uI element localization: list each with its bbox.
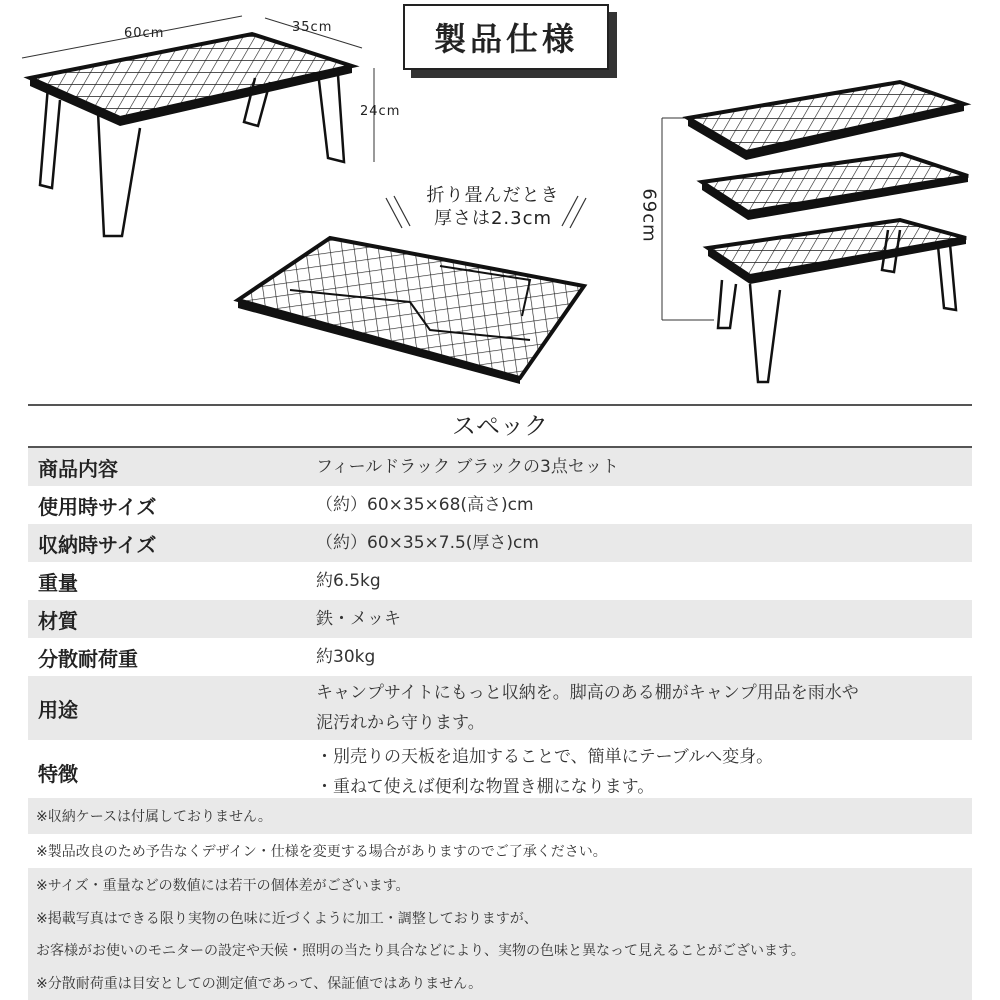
- fold-note-line-2: 厚さは2.3cm: [433, 208, 553, 229]
- spec-row-contents: [28, 448, 972, 486]
- note-item: お客様がお使いのモニターの設定や天候・照明の当たり具合などにより、実物の色味と異なって見えることがございます。: [28, 934, 972, 966]
- spec-value: 約6.5kg: [316, 571, 381, 591]
- spec-value: 約30kg: [316, 647, 376, 667]
- spec-value: 鉄・メッキ: [316, 609, 401, 629]
- spec-label: 材質: [38, 608, 78, 633]
- spec-row-weight: [28, 562, 972, 600]
- dim-depth: 35cm: [292, 20, 333, 35]
- spec-value: （約）60×35×68(高さ)cm: [316, 495, 534, 515]
- note-item: ※サイズ・重量などの数値には若干の個体差がございます。: [28, 868, 972, 902]
- spec-value: ・別売りの天板を追加することで、簡単にテーブルへ変身。 ・重ねて使えば便利な物置き棚になります。: [316, 747, 774, 797]
- spec-label: 分散耐荷重: [38, 646, 138, 671]
- spec-row-purpose: [28, 676, 972, 740]
- dim-stack-height: 69cm: [638, 188, 660, 243]
- spec-row-storage-size: [28, 524, 972, 562]
- rack-stacked-illustration: [650, 70, 980, 390]
- spec-label: 商品内容: [38, 456, 118, 481]
- spec-label: 収納時サイズ: [38, 532, 157, 557]
- spec-label: 使用時サイズ: [38, 494, 157, 519]
- fold-note: [413, 184, 573, 230]
- spec-value: フィールドラック ブラックの3点セット: [316, 457, 619, 477]
- spec-heading: スペック: [28, 404, 972, 448]
- spec-value: キャンプサイトにもっと収納を。脚高のある棚がキャンプ用品を雨水や 泥汚れから守ります。: [316, 683, 859, 733]
- dim-width: 60cm: [124, 26, 165, 41]
- spec-row-material: [28, 600, 972, 638]
- spec-row-load: [28, 638, 972, 676]
- rack-folded-illustration: [230, 230, 590, 390]
- product-illustrations: [0, 0, 1000, 400]
- spec-row-use-size: [28, 486, 972, 524]
- spec-row-features: [28, 740, 972, 804]
- note-item: ※分散耐荷重は目安としての測定値であって、保証値ではありません。: [28, 966, 972, 1000]
- fold-note-line-1: 折り畳んだとき: [426, 185, 560, 206]
- note-item: ※製品改良のため予告なくデザイン・仕様を変更する場合がありますのでご了承ください。: [36, 844, 607, 860]
- page-title: 製品仕様: [433, 20, 578, 58]
- note-item: ※掲載写真はできる限り実物の色味に近づくように加工・調整しておりますが、: [28, 902, 972, 934]
- rack-single-illustration: [0, 0, 400, 250]
- spec-table: [28, 448, 972, 804]
- spec-label: 用途: [38, 697, 78, 722]
- page-title-box: [403, 4, 609, 70]
- spec-value: （約）60×35×7.5(厚さ)cm: [316, 533, 539, 553]
- notes-list: [28, 798, 972, 1000]
- note-item: ※収納ケースは付属しておりません。: [28, 798, 972, 834]
- spec-label: 特徴: [38, 761, 78, 786]
- dim-height: 24cm: [360, 104, 401, 119]
- spec-label: 重量: [38, 570, 78, 595]
